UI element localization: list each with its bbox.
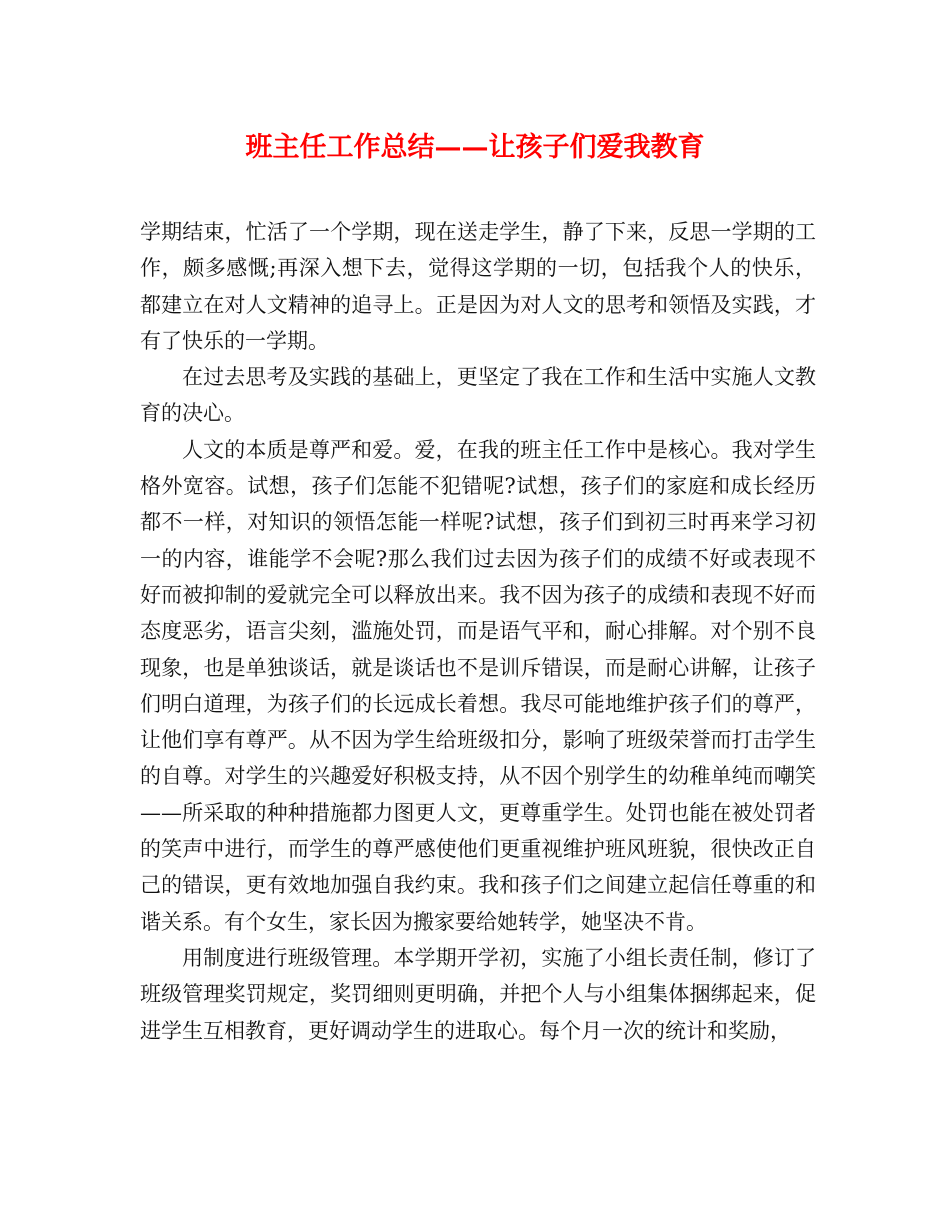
paragraph-class-management: 用制度进行班级管理。本学期开学初，实施了小组长责任制，修订了班级管理奖罚规定，奖罚细则更明确，并把个人与小组集体捆绑起来，促进学生互相教育，更好调动学生的进取心。每个月一次的统计和奖励， xyxy=(140,945,816,1043)
paragraph-intro: 学期结束，忙活了一个学期，现在送走学生，静了下来，反思一学期的工作，颇多感慨;再深入想下去，觉得这学期的一切，包括我个人的快乐，都建立在对人文精神的追寻上。正是因为对人文的思考和领悟及实践，才有了快乐的一学期。 xyxy=(140,220,816,353)
paragraph-dignity-and-love: 人文的本质是尊严和爱。爱，在我的班主任工作中是核心。我对学生格外宽容。试想，孩子们怎能不犯错呢?试想，孩子们的家庭和成长经历都不一样，对知识的领悟怎能一样呢?试想，孩子们到初三时再来学习初一的内容，谁能学不会呢?那么我们过去因为孩子们的成绩不好或表现不好而被抑制的爱就完全可以释放出来。我不因为孩子的成绩和表现不好而态度恶劣，语言尖刻，滥施处罚，而是语气平和，耐心排解。对个别不良现象，也是单独谈话，就是谈话也不是训斥错误，而是耐心讲解，让孩子们明白道理，为孩子们的长远成长着想。我尽可能地维护孩子们的尊严，让他们享有尊严。从不因为学生给班级扣分，影响了班级荣誉而打击学生的自尊。对学生的兴趣爱好积极支持，从不因个别学生的幼稚单纯而嘲笑——所采取的种种措施都力图更人文，更尊重学生。处罚也能在被处罚者的笑声中进行，而学生的尊严感使他们更重视维护班风班貌，很快改正自己的错误，更有效地加强自我约束。我和孩子们之间建立起信任尊重的和谐关系。有个女生，家长因为搬家要给她转学，她坚决不肯。 xyxy=(140,437,816,934)
document-title: 班主任工作总结——让孩子们爱我教育 xyxy=(245,132,705,163)
document-body xyxy=(140,214,816,1049)
paragraph-determination: 在过去思考及实践的基础上，更坚定了我在工作和生活中实施人文教育的决心。 xyxy=(140,365,816,426)
